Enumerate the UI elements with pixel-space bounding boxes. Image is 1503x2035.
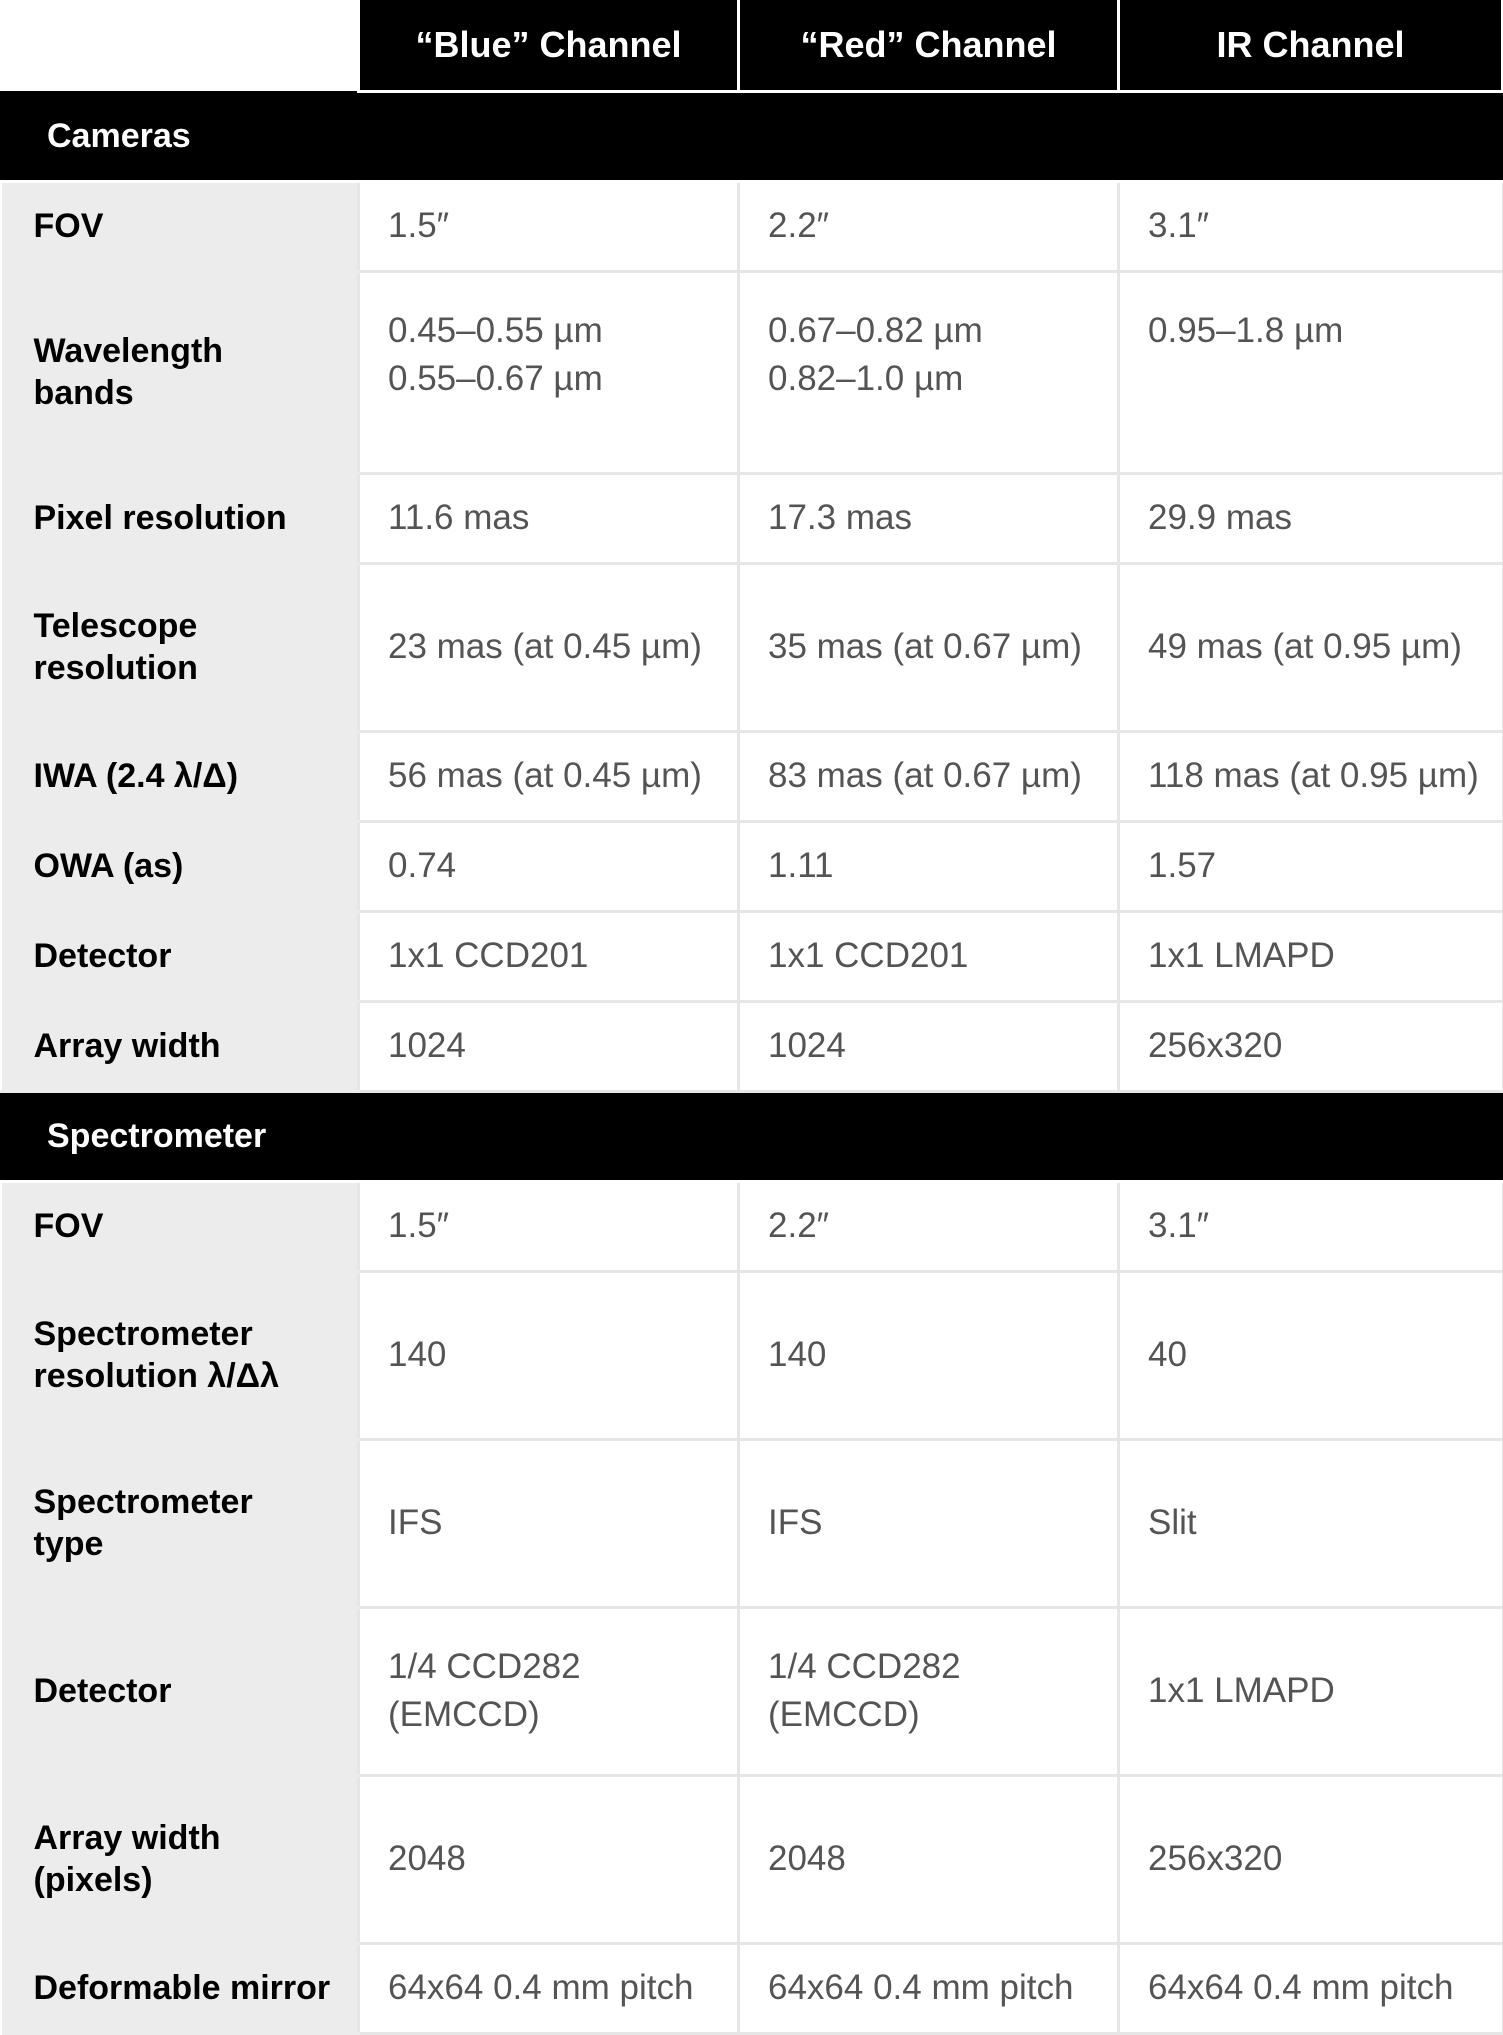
table-row	[2, 1775, 1503, 1943]
row-label	[2, 1775, 359, 1943]
section-title: Cameras	[2, 91, 1503, 181]
cell-text-line: 1x1 CCD201	[768, 936, 969, 975]
cell-text-line: Detector	[33, 1672, 172, 1710]
cell-text-line: 64x64 0.4 mm pitch	[1148, 1968, 1454, 2007]
header-corner	[2, 0, 359, 91]
cell-text-line: Wavelength	[33, 332, 224, 370]
cell-text-line: IWA (2.4 λ/Δ)	[33, 757, 239, 795]
cell-text-line: 140	[388, 1335, 447, 1374]
cell-text-line: Pixel resolution	[33, 499, 287, 537]
value-cell-red	[739, 821, 1119, 911]
value-cell-blue	[359, 271, 739, 473]
value-cell-ir	[1119, 1943, 1503, 2033]
cell-text-line: 2048	[388, 1839, 466, 1878]
cell-text-line: 1x1 CCD201	[388, 936, 589, 975]
value-cell-red	[739, 1607, 1119, 1775]
cell-text-line: type	[33, 1525, 104, 1563]
cell-text-line: 1.5″	[388, 1206, 450, 1245]
value-cell-blue	[359, 1271, 739, 1439]
table-row	[2, 1001, 1503, 1091]
value-cell-red	[739, 181, 1119, 271]
table-row	[2, 1271, 1503, 1439]
value-cell-blue	[359, 563, 739, 731]
value-cell-red	[739, 1439, 1119, 1607]
value-cell-red	[739, 911, 1119, 1001]
section-header-row	[2, 1091, 1503, 1181]
table-row	[2, 1943, 1503, 2033]
cell-text-line: 17.3 mas	[768, 498, 912, 537]
table-row	[2, 473, 1503, 563]
header-row	[2, 0, 1503, 91]
value-cell-ir	[1119, 821, 1503, 911]
value-cell-red	[739, 1181, 1119, 1271]
cell-text-line: 256x320	[1148, 1026, 1283, 1065]
table-row	[2, 1439, 1503, 1607]
row-label	[2, 473, 359, 563]
cell-text-line: 1x1 LMAPD	[1148, 1671, 1335, 1710]
cell-text-line: 23 mas (at 0.45 µm)	[388, 627, 702, 666]
value-cell-blue	[359, 1439, 739, 1607]
cell-text-line: OWA (as)	[33, 847, 184, 885]
cell-text-line: 0.67–0.82 µm	[768, 310, 983, 350]
cell-text-line: Detector	[33, 937, 172, 975]
column-header-red: “Red” Channel	[739, 0, 1119, 91]
value-cell-blue	[359, 911, 739, 1001]
table-row	[2, 731, 1503, 821]
cell-text-line: 56 mas (at 0.45 µm)	[388, 756, 702, 795]
row-label	[2, 1439, 359, 1607]
table-body	[2, 91, 1503, 2033]
row-label	[2, 821, 359, 911]
cell-text-line: IFS	[768, 1503, 823, 1542]
cell-text-line: (pixels)	[33, 1861, 153, 1899]
cell-text-line: 0.55–0.67 µm	[388, 358, 603, 398]
value-cell-red	[739, 1775, 1119, 1943]
table-row	[2, 1181, 1503, 1271]
section-title: Spectrometer	[2, 1091, 1503, 1181]
cell-text-line: 0.95–1.8 µm	[1148, 310, 1344, 350]
value-cell-blue	[359, 1775, 739, 1943]
row-label	[2, 911, 359, 1001]
cell-text-line: 35 mas (at 0.67 µm)	[768, 627, 1082, 666]
cell-text-line: 1x1 LMAPD	[1148, 936, 1335, 975]
value-cell-ir	[1119, 1001, 1503, 1091]
section-header-row	[2, 91, 1503, 181]
cell-text-line: FOV	[33, 207, 104, 245]
cell-text-line: Spectrometer	[33, 1483, 253, 1521]
value-cell-blue	[359, 821, 739, 911]
cell-text-line: Deformable mirror	[33, 1969, 331, 2007]
cell-text-line: Array width	[33, 1819, 221, 1857]
value-cell-ir	[1119, 1439, 1503, 1607]
cell-text-line: 29.9 mas	[1148, 498, 1292, 537]
table-row	[2, 911, 1503, 1001]
cell-text-line: 64x64 0.4 mm pitch	[768, 1968, 1074, 2007]
row-label	[2, 271, 359, 473]
cell-text-line: 2.2″	[768, 206, 830, 245]
cell-text-line: 140	[768, 1335, 827, 1374]
cell-text-line: Telescope	[33, 607, 198, 645]
column-header-blue: “Blue” Channel	[359, 0, 739, 91]
cell-text-line: 256x320	[1148, 1839, 1283, 1878]
table-row	[2, 821, 1503, 911]
cell-text-line: IFS	[388, 1503, 443, 1542]
value-cell-ir	[1119, 911, 1503, 1001]
row-label	[2, 181, 359, 271]
cell-text-line: 64x64 0.4 mm pitch	[388, 1968, 694, 2007]
row-label	[2, 731, 359, 821]
cell-text-line: 83 mas (at 0.67 µm)	[768, 756, 1082, 795]
table-row	[2, 181, 1503, 271]
row-label	[2, 1181, 359, 1271]
cell-text-line: 1024	[388, 1026, 466, 1065]
value-cell-ir	[1119, 271, 1503, 473]
cell-text-line: 1024	[768, 1026, 846, 1065]
cell-text-line: 2048	[768, 1839, 846, 1878]
value-cell-blue	[359, 1181, 739, 1271]
cell-text-line: 3.1″	[1148, 1206, 1210, 1245]
table-row	[2, 1607, 1503, 1775]
value-cell-ir	[1119, 563, 1503, 731]
table-row	[2, 563, 1503, 731]
cell-text-line: 2.2″	[768, 1206, 830, 1245]
value-cell-blue	[359, 1943, 739, 2033]
value-cell-blue	[359, 473, 739, 563]
value-cell-red	[739, 731, 1119, 821]
value-cell-red	[739, 1943, 1119, 2033]
value-cell-blue	[359, 731, 739, 821]
cell-text-line: 1.5″	[388, 206, 450, 245]
value-cell-red	[739, 1001, 1119, 1091]
cell-text-line: 0.74	[388, 846, 457, 885]
cell-text-line: 1/4 CCD282	[388, 1647, 581, 1686]
value-cell-ir	[1119, 1775, 1503, 1943]
row-label	[2, 1001, 359, 1091]
cell-text-line: FOV	[33, 1207, 104, 1245]
value-cell-red	[739, 473, 1119, 563]
value-cell-red	[739, 271, 1119, 473]
cell-text-line: 0.82–1.0 µm	[768, 358, 964, 398]
cell-text-line: 11.6 mas	[388, 498, 530, 537]
column-header-ir: IR Channel	[1119, 0, 1503, 91]
row-label	[2, 1607, 359, 1775]
cell-text-line: Slit	[1148, 1503, 1197, 1542]
value-cell-red	[739, 563, 1119, 731]
value-cell-ir	[1119, 1181, 1503, 1271]
cell-text-line: 118 mas (at 0.95 µm)	[1148, 756, 1479, 795]
value-cell-blue	[359, 1607, 739, 1775]
value-cell-ir	[1119, 731, 1503, 821]
value-cell-red	[739, 1271, 1119, 1439]
value-cell-ir	[1119, 181, 1503, 271]
cell-text-line: resolution λ/Δλ	[33, 1357, 279, 1395]
value-cell-blue	[359, 181, 739, 271]
value-cell-ir	[1119, 1271, 1503, 1439]
cell-text-line: 1.11	[768, 846, 834, 885]
table-row	[2, 271, 1503, 473]
row-label	[2, 563, 359, 731]
cell-text-line: 49 mas (at 0.95 µm)	[1148, 627, 1462, 666]
cell-text-line: Array width	[33, 1027, 221, 1065]
value-cell-ir	[1119, 1607, 1503, 1775]
row-label	[2, 1271, 359, 1439]
cell-text-line: bands	[33, 374, 134, 412]
cell-text-line: 40	[1148, 1335, 1187, 1374]
cell-text-line: 1/4 CCD282	[768, 1647, 961, 1686]
cell-text-line: 1.57	[1148, 846, 1217, 885]
cell-text-line: resolution	[33, 649, 198, 687]
row-label	[2, 1943, 359, 2033]
cell-text-line: (EMCCD)	[388, 1695, 540, 1734]
cell-text-line: (EMCCD)	[768, 1695, 920, 1734]
cell-text-line: 3.1″	[1148, 206, 1210, 245]
value-cell-ir	[1119, 473, 1503, 563]
cell-text-line: 0.45–0.55 µm	[388, 310, 603, 350]
cell-text-line: Spectrometer	[33, 1315, 253, 1353]
value-cell-blue	[359, 1001, 739, 1091]
